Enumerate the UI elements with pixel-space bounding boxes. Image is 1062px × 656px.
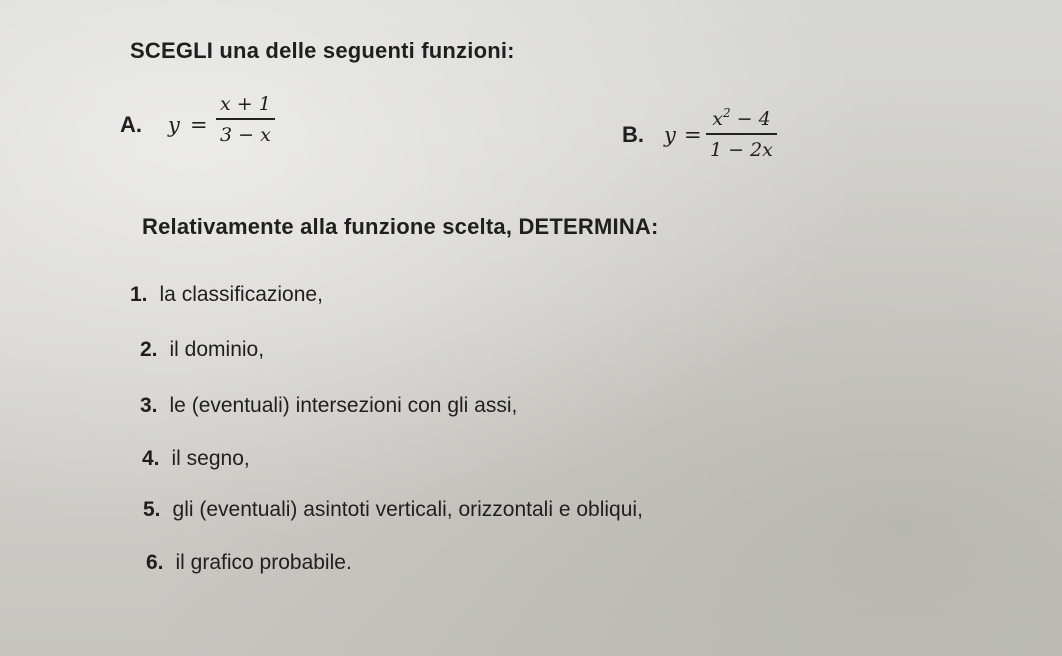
option-a-fraction-bar	[216, 118, 275, 120]
task-item	[146, 551, 352, 575]
task-item	[140, 338, 264, 362]
task-heading: Relativamente alla funzione scelta, DETERMINA:	[142, 214, 659, 239]
option-b-numerator-base: x	[712, 108, 723, 130]
option-a-denominator: 3 − x	[220, 124, 271, 146]
task-text: il dominio,	[169, 338, 265, 361]
option-b-fraction	[706, 101, 777, 162]
task-number: 2.	[140, 338, 158, 361]
option-b-numerator-rest: − 4	[730, 108, 771, 130]
task-text: le (eventuali) intersezioni con gli assi,	[169, 394, 518, 417]
option-b-numerator-exponent: 2	[722, 106, 731, 120]
instruction-title: SCEGLI una delle seguenti funzioni:	[130, 38, 515, 63]
option-b-fraction-bar	[706, 133, 777, 135]
task-number: 1.	[130, 283, 148, 306]
option-b-lhs: y	[664, 123, 676, 147]
option-b-numerator	[708, 101, 774, 131]
option-a-equals: =	[190, 113, 208, 137]
option-b-letter: B.	[622, 122, 644, 147]
option-a-numerator: x + 1	[220, 93, 271, 115]
task-number: 3.	[140, 394, 158, 417]
option-a-lhs: y	[168, 113, 180, 137]
task-item	[143, 498, 643, 522]
task-text: il grafico probabile.	[175, 551, 352, 574]
task-number: 6.	[146, 551, 164, 574]
task-text: il segno,	[171, 447, 250, 470]
task-item	[130, 283, 323, 307]
task-number: 5.	[143, 498, 161, 521]
option-a-fraction	[216, 92, 275, 147]
task-text: la classificazione,	[159, 283, 323, 306]
task-number: 4.	[142, 447, 160, 470]
option-b-equals: =	[684, 123, 702, 147]
option-b-denominator: 1 − 2x	[710, 139, 773, 161]
option-a-letter: A.	[120, 112, 142, 137]
task-text: gli (eventuali) asintoti verticali, orizzontali e obliqui,	[172, 498, 643, 521]
task-item	[142, 447, 250, 471]
task-item	[140, 394, 517, 418]
